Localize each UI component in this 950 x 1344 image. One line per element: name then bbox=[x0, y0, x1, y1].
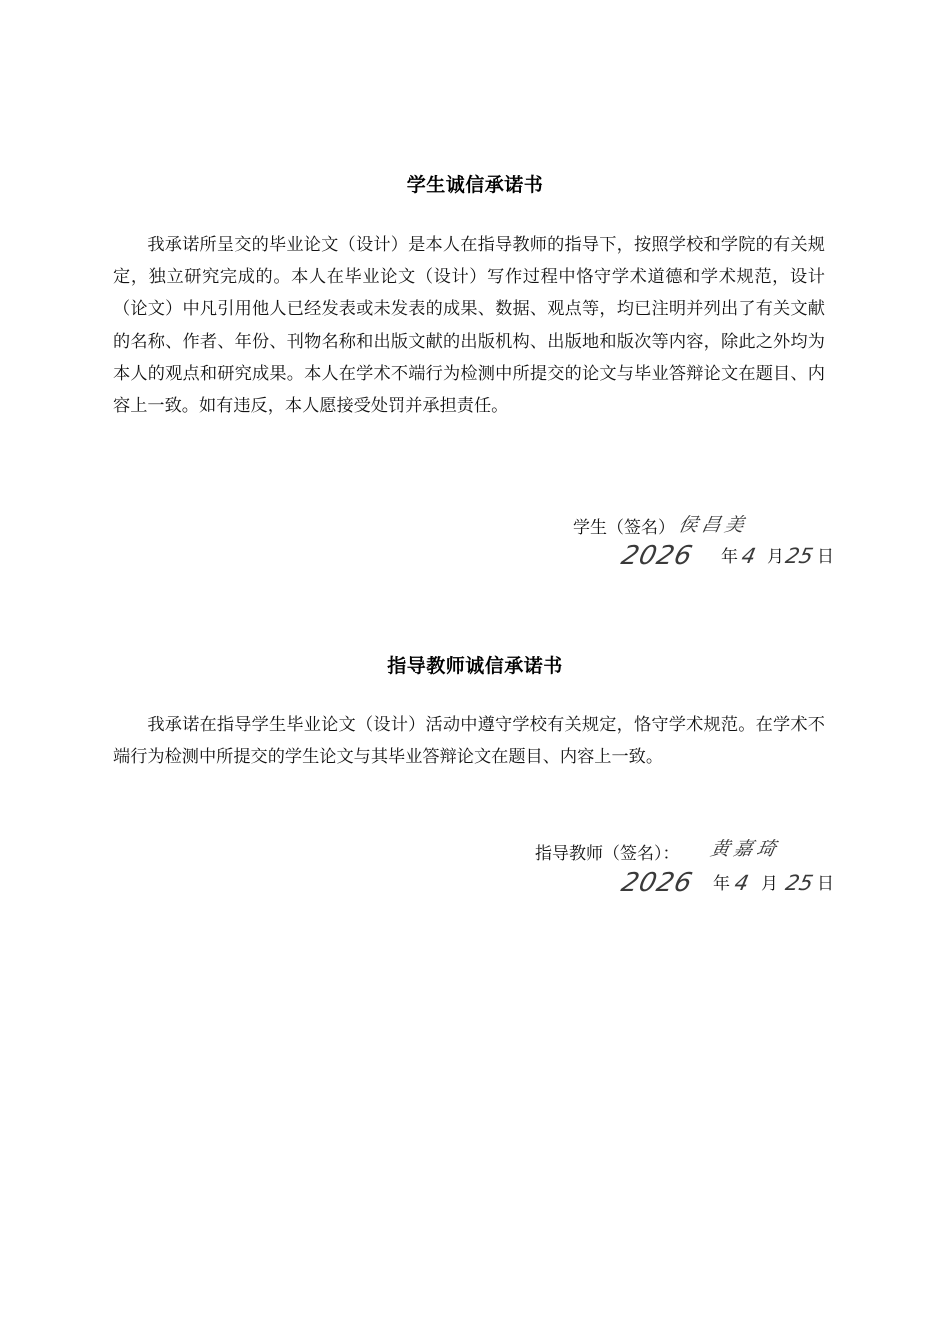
student-date-day: 25 bbox=[783, 544, 816, 568]
student-date-day-unit: 日 bbox=[817, 547, 834, 567]
student-pledge-title: 学生诚信承诺书 bbox=[406, 174, 544, 196]
advisor-date-day-unit: 日 bbox=[817, 874, 834, 894]
advisor-date-month: 4 bbox=[732, 871, 751, 895]
advisor-signature-name: 黄嘉琦 bbox=[708, 838, 782, 860]
advisor-date-year: 2026 bbox=[618, 868, 696, 898]
advisor-date-month-unit: 月 bbox=[761, 874, 778, 894]
student-signature-name: 侯昌美 bbox=[676, 514, 750, 536]
advisor-date-year-unit: 年 bbox=[713, 874, 730, 894]
advisor-signature-label: 指导教师（签名）： bbox=[535, 844, 680, 864]
student-signature-label: 学生（签名） bbox=[573, 518, 675, 538]
advisor-pledge-body: 我承诺在指导学生毕业论文（设计）活动中遵守学校有关规定，恪守学术规范。在学术不端行为检测中所提交的学生论文与其毕业答辩论文在题目、内容上一致。 bbox=[113, 715, 825, 768]
advisor-pledge-title: 指导教师诚信承诺书 bbox=[387, 655, 563, 677]
student-date-month: 4 bbox=[739, 544, 758, 568]
student-date-month-unit: 月 bbox=[767, 547, 784, 567]
advisor-date-day: 25 bbox=[783, 871, 816, 895]
student-date-year: 2026 bbox=[618, 541, 696, 571]
student-pledge-body: 我承诺所呈交的毕业论文（设计）是本人在指导教师的指导下，按照学校和学院的有关规定，独立研究完成的。本人在毕业论文（设计）写作过程中恪守学术道德和学术规范，设计（论文）中凡引用他人已经发表或未发表的成果、数据、观点等，均已注明并列出了有关文献的名称、作者、年份、刊物名称和出版文献的出版机构、出版地和版次等内容，除此之外均为本人的观点和研究成果。本人在学术不端行为检测中所提交的论文与毕业答辩论文在题目、内容上一致。如有违反，本人愿接受处罚并承担责任。 bbox=[113, 235, 825, 417]
student-date-year-unit: 年 bbox=[721, 547, 738, 567]
